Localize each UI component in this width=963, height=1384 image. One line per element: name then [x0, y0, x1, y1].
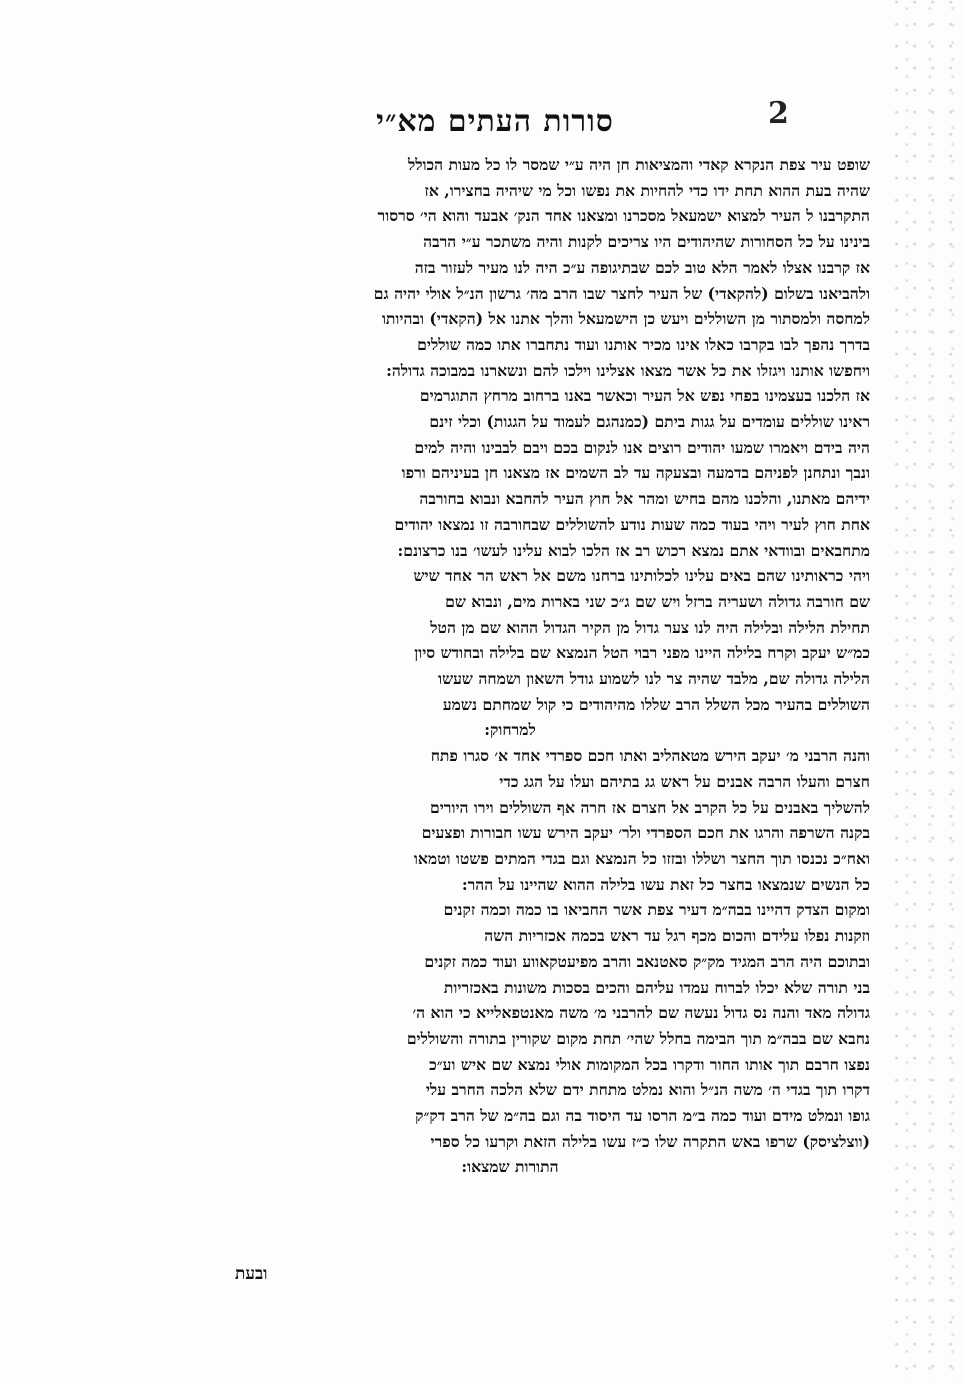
- text-line: הלילה גדולה שם, מלבד שהיה צר לנו לשמוע גודל השאון ושמחה שעשו: [438, 669, 870, 689]
- scan-noise-edge: [893, 0, 963, 1384]
- text-line: ובתוכם היה הרב המגיד מק״ק סאטנאב והרב מפיעטקאווע ועוד כמה זקנים: [424, 951, 870, 971]
- catchword: ובעת: [235, 1264, 268, 1284]
- text-line: גדולה מאד והנה נס גדול נעשה שם להרבני מ׳ משה מאנטפאלייא כי הוא ה׳: [412, 1003, 870, 1023]
- page-title: סורות העתים מא״י: [376, 104, 614, 139]
- text-line: למרחוק:: [484, 720, 536, 740]
- page-number: 2: [768, 96, 789, 131]
- text-line: ראינו שוללים עומדים על גגות ביתם (כמנהגם לעמוד על הגגות) וכלי זינם: [429, 412, 870, 432]
- text-line: שם חורבה גדולה ושעריה ברזל ויש שם ג״כ שני בארות מים, ונבוא שם: [445, 591, 870, 611]
- text-line: בינינו על כל הסחורות שהיהודים היו צריכים לקנות והיה משתכר ע״י הרבה: [423, 232, 870, 252]
- text-line: בדרך נהפך לבו בקרבו כאלו אינו מכיר אותנו ועוד נתחברו אתו כמה שוללים: [417, 334, 870, 354]
- text-line: להשליך באבנים על כל הקרב אל חצרם אז חרה אף השוללים וירו היורים: [429, 797, 870, 817]
- text-line: ולהביאנו בשלום (להקאדי) של העיר לחצר שבו הרב מה׳ גרשון הנ״ל אולי יהיה גם: [373, 283, 870, 303]
- text-line: ידיהם מאתנו, והלכנו מהם בחיש ומהר אל חוץ העיר להחבא ונבוא בחורבה: [419, 489, 870, 509]
- text-line: נפצו חרבם תוך אותו החור ודקרו בכל המקומות אולי נמצא שם איש וע״כ: [429, 1054, 870, 1074]
- text-line: היה בידם ויאמרו שמעו יהודים רוצים אנו לנקום בכם ויבם לבבינו והיה למים: [414, 437, 870, 457]
- text-line: תחילת הלילה ובלילה היה לנו צער גדול מן הקיר הגדול ההוא שם מן הטל: [430, 617, 870, 637]
- text-line: דקרו תוך בגדי ה׳ משה הנ״ל והוא נמלט מתחת ידם שלא הלכה החרב עלי: [425, 1080, 870, 1100]
- text-line: וזקנות נפלו עלידם והכום מכף רגל עד ראש בכמה אכזריות השה: [484, 926, 870, 946]
- text-line: התורות שמצאו:: [461, 1157, 559, 1177]
- text-line: כמ״ש יעקב וקרח בלילה היינו מפני רבוי הטל הנמצא שם בלילה ובחודש סיון: [414, 643, 870, 663]
- text-line: השוללים בהעיר מכל השלל הרב שללו מהיהודים כי קול שמחתם נשמע: [442, 694, 870, 714]
- text-line: מתחבאים ובוודאי אתם נמצא רכוש רב אז הלכו לבוא עלינו לעשו׳ בנו כרצונם:: [397, 540, 870, 560]
- text-line: אחת חוץ לעיר ויהי בעוד כמה שעות נודע להשוללים שבחורבה זו נמצאו יהודים: [394, 514, 870, 534]
- text-line: ויהי כראותינו שהם באים עלינו לכלותינו ברחנו משם אל ראש הר אחד שיש: [413, 566, 870, 586]
- text-line: (ווצלציסק) שרפו באש התקרה שלו כ״ז עשו בלילה הזאת וקרעו כל ספרי: [430, 1131, 870, 1151]
- text-line: גופו ונמלט מידם ועוד כמה ב״מ הרסו עד היסוד בה וגם בה״מ של הרב דק״ק: [415, 1106, 870, 1126]
- text-line: ונבך ונתחנן לפניהם בדמעה ובצעקה עד לב השמים אז מצאנו חן בעיניהם ורפו: [401, 463, 870, 483]
- text-line: שהיה בעת ההוא תחת ידו כדי להחיות את נפשו וכל מי שיהיה בחצירו, אז: [424, 180, 870, 200]
- text-line: אז קרבנו אצלו לאמר הלא טוב לכם שבתיגופה ע״כ היה לנו מעיר לעזור בזה: [414, 257, 870, 277]
- body-text: [150, 152, 870, 1180]
- text-line: ואח״כ נכנסו תוך החצר ושללו ובזזו כל הנמצא וגם בגדי המתים פשטו וטמאו: [413, 848, 870, 868]
- text-line: אז הלכנו בעצמינו בפחי נפש אל העיר וכאשר באנו ברחוב מרחץ התוגרמים: [419, 386, 870, 406]
- text-line: כל הנשים שנמצאו בחצר כל זאת עשו בלילה ההוא שהיינו על ההר:: [461, 874, 870, 894]
- text-line: שופט עיר צפת הנקרא קאדי והמציאות חן היה ע״י שמסר לו כל מעות הכולל: [407, 155, 870, 174]
- text-line: בני תורה שלא יכלו לברוח עמדו עליהם והכים בסכות משונות באכזריות: [443, 977, 870, 997]
- text-line: התקרבנו ל העיר למצוא ישמעאל מסכרנו ומצאנו אחד הנק׳ אבעד והוא הי׳ סרסור: [377, 206, 870, 226]
- text-line: חצרם והעלו הרבה אבנים על ראש גג בתיהם ועלו על הגג כדי: [499, 771, 870, 791]
- text-line: למחסה ולמסתור מן השוללים ויעש כן הישמעאל והלך אתנו אל (הקאדי) ובהיותו: [381, 309, 870, 329]
- text-line: בקנה השרפה והרגו את חכם הספרדי ולר׳ יעקב הירש עשו חבורות ופצעים: [421, 823, 870, 843]
- text-line: והנה הרבני מ׳ יעקב הירש מטאהליב ואתו חכם ספרדי אחד א׳ סגרו פתח: [430, 746, 870, 766]
- text-line: ויחפשו אותנו ויגזלו את כל אשר מצאו אצלינו וילכו להם ונשארנו במבוכה גדולה:: [386, 360, 870, 380]
- text-line: ומקום הצדק דהיינו בבה״מ דעיר צפת אשר החביאו בו כמה וכמה זקנים: [443, 900, 870, 920]
- text-line: נחבא שם בבה״מ תוך הבימה בחלל שהי׳ תחת מקום שקורין בתורה והשוללים: [406, 1028, 870, 1048]
